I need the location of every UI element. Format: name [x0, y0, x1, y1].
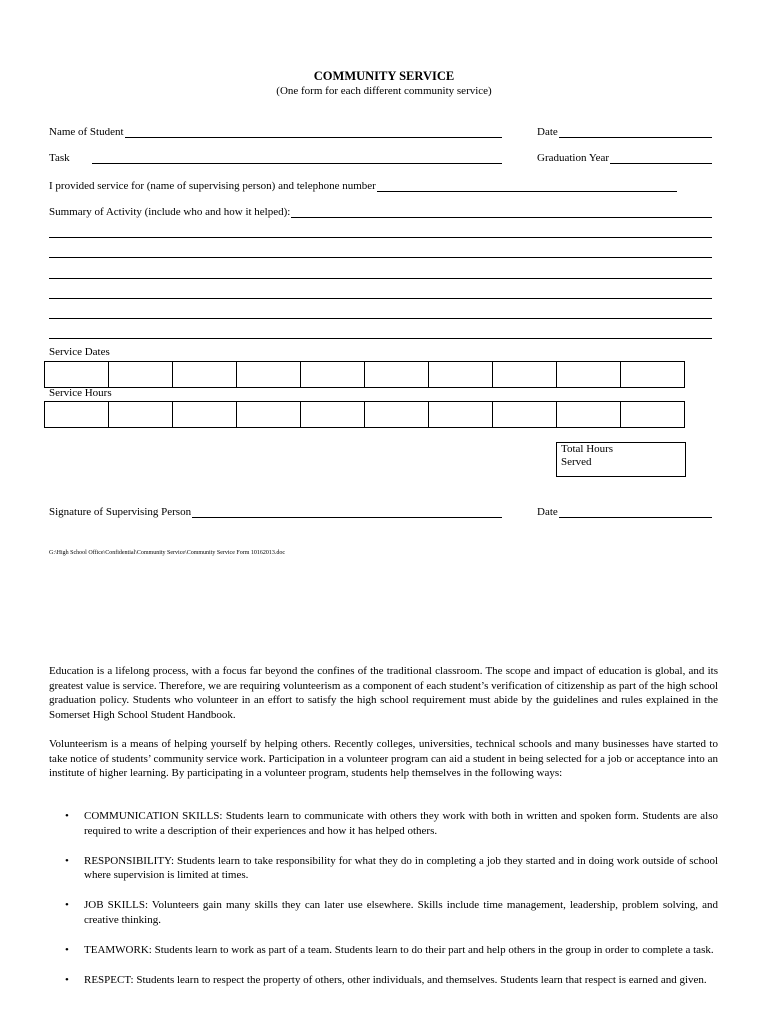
summary-line[interactable]: [291, 207, 712, 218]
list-item: [49, 854, 718, 883]
graduation-year-label: Graduation Year: [537, 152, 610, 164]
volunteerism-paragraph: Volunteerism is a means of helping yourself by helping others. Recently colleges, universities, technical schools and many businesses have started to take notice of students’ community service work. Participation in a volunteer program can aid a student in being selected for a job or acceptance into an institute of higher learning. By participating in a volunteer program, students help themselves in the following ways:: [49, 738, 718, 780]
service-dates-label: Service Dates: [49, 346, 110, 358]
task-label: Task: [49, 152, 70, 164]
total-hours-label-line2: Served: [561, 456, 592, 468]
service-hours-label: Service Hours: [49, 387, 112, 399]
total-hours-box[interactable]: [556, 442, 686, 477]
list-item: [49, 809, 718, 838]
bullet-icon: •: [65, 973, 69, 986]
supervisor-contact-label: I provided service for (name of supervising person) and telephone number: [49, 180, 376, 192]
service-date-cell[interactable]: [109, 362, 173, 388]
service-hours-cell[interactable]: [557, 402, 621, 428]
service-date-cell[interactable]: [621, 362, 685, 388]
student-name-label: Name of Student: [49, 126, 124, 138]
file-path: G:\High School Office\Confidential\Community Service\Community Service Form 10162013.doc: [49, 550, 286, 556]
date-field[interactable]: [537, 126, 712, 138]
service-date-cell[interactable]: [493, 362, 557, 388]
signature-line[interactable]: [192, 507, 502, 518]
service-date-cell[interactable]: [365, 362, 429, 388]
summary-line-4[interactable]: [49, 278, 712, 279]
supervisor-contact-line[interactable]: [377, 181, 677, 192]
service-date-cell[interactable]: [237, 362, 301, 388]
service-hours-cell[interactable]: [301, 402, 365, 428]
service-hours-cell[interactable]: [365, 402, 429, 428]
signature-field[interactable]: [49, 506, 502, 518]
service-date-cell[interactable]: [301, 362, 365, 388]
bullet-icon: •: [65, 854, 69, 867]
task-line[interactable]: [92, 153, 502, 164]
form-subtitle: (One form for each different community service): [276, 85, 492, 97]
list-item: [49, 943, 718, 958]
summary-line-7[interactable]: [49, 338, 712, 339]
service-hours-cell[interactable]: [621, 402, 685, 428]
graduation-year-field[interactable]: [537, 152, 712, 164]
bullet-icon: •: [65, 899, 69, 912]
list-item: [49, 898, 718, 927]
list-item: [49, 973, 718, 988]
service-date-cell[interactable]: [429, 362, 493, 388]
student-name-field[interactable]: [49, 126, 502, 138]
signature-date-line[interactable]: [559, 507, 712, 518]
bullet-text: RESPECT: Students learn to respect the property of others, other individuals, and themselves. Students learn that respect is earned and given.: [84, 973, 707, 986]
intro-paragraph: Education is a lifelong process, with a focus far beyond the confines of the traditional classroom. The scope and impact of education is global, and its greatest value is service. Therefore, we are requiring volunteerism as a component of each student’s verification of citizenship as part of the high school graduation policy. Students who volunteer in an effort to satisfy the high school requirement must abide by the guidelines and rules explained in the Somerset High School Student Handbook.: [49, 665, 718, 722]
service-hours-cell[interactable]: [429, 402, 493, 428]
bullet-text: RESPONSIBILITY: Students learn to take responsibility for what they do in completing a job they started and in doing work outside of school where supervision is limited at times.: [84, 854, 718, 882]
graduation-year-line[interactable]: [610, 153, 712, 164]
date-line[interactable]: [559, 127, 712, 138]
service-hours-cell[interactable]: [173, 402, 237, 428]
bullet-text: COMMUNICATION SKILLS: Students learn to communicate with others they work with both in written and spoken form. Students are also required to write a description of their experiences and how it has helped others.: [84, 810, 718, 837]
service-hours-cell[interactable]: [237, 402, 301, 428]
summary-line-5[interactable]: [49, 298, 712, 299]
service-hours-cell[interactable]: [109, 402, 173, 428]
service-date-cell[interactable]: [557, 362, 621, 388]
service-date-cell[interactable]: [45, 362, 109, 388]
bullet-text: JOB SKILLS: Volunteers gain many skills they can later use elsewhere. Skills include time management, leadership, problem solving, and creative thinking.: [84, 899, 718, 926]
benefits-list: [49, 809, 718, 1003]
signature-label: Signature of Supervising Person: [49, 506, 192, 518]
total-hours-label-line1: Total Hours: [561, 443, 614, 455]
summary-field[interactable]: [49, 206, 712, 218]
summary-line-2[interactable]: [49, 237, 712, 238]
bullet-text: TEAMWORK: Students learn to work as part of a team. Students learn to do their part and help others in the group in order to complete a task.: [84, 943, 714, 956]
form-title: COMMUNITY SERVICE: [313, 69, 455, 83]
bullet-icon: •: [65, 810, 69, 822]
task-field[interactable]: [49, 152, 502, 164]
supervisor-contact-field[interactable]: [49, 180, 677, 192]
date-label: Date: [537, 126, 558, 138]
summary-line-3[interactable]: [49, 257, 712, 258]
signature-date-label: Date: [537, 506, 558, 518]
service-dates-table: [44, 361, 685, 388]
bullet-icon: •: [65, 943, 69, 956]
service-hours-cell[interactable]: [493, 402, 557, 428]
summary-line-6[interactable]: [49, 318, 712, 319]
summary-label: Summary of Activity (include who and how it helped):: [49, 206, 291, 218]
student-name-line[interactable]: [125, 127, 502, 138]
signature-date-field[interactable]: [537, 506, 712, 518]
service-date-cell[interactable]: [173, 362, 237, 388]
service-hours-cell[interactable]: [45, 402, 109, 428]
service-hours-table: [44, 401, 685, 428]
